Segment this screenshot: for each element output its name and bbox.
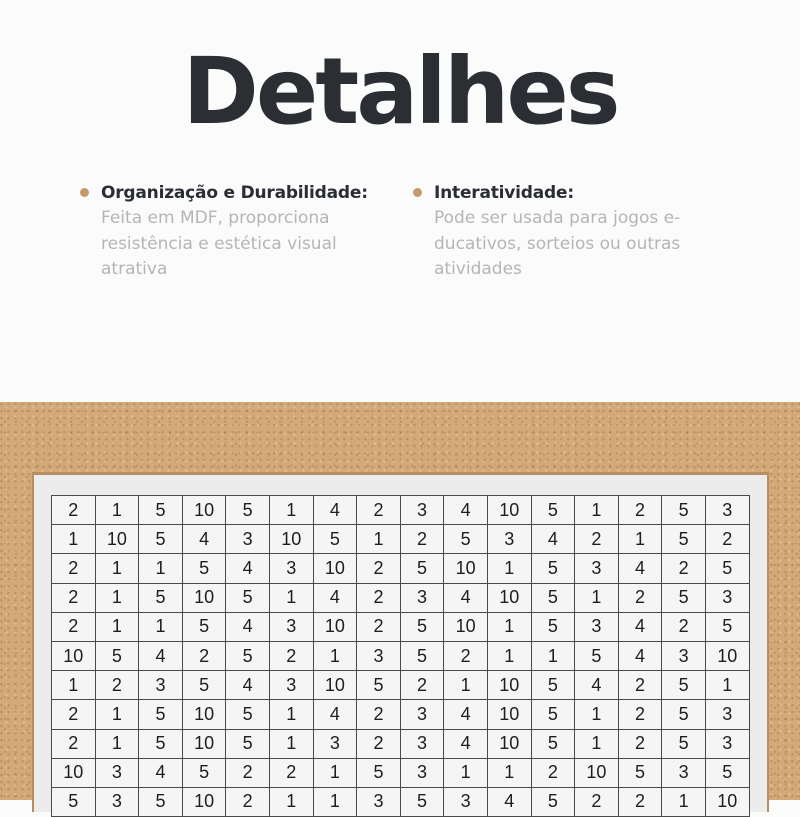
grid-cell: 5: [618, 758, 662, 787]
grid-cell: 3: [226, 525, 270, 554]
grid-cell: 4: [139, 641, 183, 670]
grid-cell: 4: [313, 700, 357, 729]
grid-cell: 2: [52, 612, 96, 641]
grid-cell: 1: [487, 758, 531, 787]
grid-cell: 1: [575, 583, 619, 612]
grid-cell: 1: [575, 496, 619, 525]
grid-cell: 5: [400, 641, 444, 670]
grid-cell: 10: [487, 583, 531, 612]
grid-cell: 5: [357, 758, 401, 787]
number-grid: [51, 495, 750, 817]
feature-description: [434, 206, 733, 283]
grid-cell: 2: [269, 641, 313, 670]
grid-cell: 2: [575, 525, 619, 554]
grid-cell: 2: [357, 729, 401, 758]
grid-cell: 10: [182, 496, 226, 525]
grid-cell: 5: [226, 729, 270, 758]
grid-cell: 5: [139, 583, 183, 612]
grid-cell: 1: [139, 554, 183, 583]
grid-cell: 5: [139, 496, 183, 525]
number-panel: [32, 472, 769, 812]
grid-cell: 10: [182, 700, 226, 729]
grid-cell: 4: [575, 671, 619, 700]
grid-cell: 4: [139, 758, 183, 787]
grid-cell: 1: [487, 612, 531, 641]
grid-cell: 1: [139, 612, 183, 641]
grid-cell: 5: [662, 729, 706, 758]
grid-cell: 5: [531, 671, 575, 700]
grid-cell: 10: [487, 729, 531, 758]
grid-cell: 2: [400, 671, 444, 700]
grid-cell: 1: [269, 700, 313, 729]
grid-cell: 5: [95, 641, 139, 670]
grid-cell: 5: [182, 671, 226, 700]
grid-cell: 10: [487, 496, 531, 525]
grid-cell: 1: [575, 729, 619, 758]
grid-row: [52, 641, 750, 670]
grid-cell: 10: [575, 758, 619, 787]
grid-row: [52, 612, 750, 641]
grid-cell: 5: [705, 758, 749, 787]
bullet-dot-icon: [80, 188, 89, 197]
grid-cell: 5: [226, 583, 270, 612]
grid-cell: 10: [182, 787, 226, 816]
grid-cell: 10: [705, 787, 749, 816]
grid-cell: 1: [95, 554, 139, 583]
grid-cell: 10: [182, 583, 226, 612]
grid-cell: 1: [357, 525, 401, 554]
grid-cell: 2: [226, 787, 270, 816]
grid-cell: 5: [662, 671, 706, 700]
grid-cell: 1: [52, 671, 96, 700]
grid-cell: 3: [269, 671, 313, 700]
grid-cell: 4: [618, 612, 662, 641]
grid-cell: 5: [400, 554, 444, 583]
grid-cell: 2: [618, 729, 662, 758]
grid-cell: 1: [531, 641, 575, 670]
grid-cell: 2: [357, 554, 401, 583]
grid-cell: 1: [444, 671, 488, 700]
feature-description: [101, 206, 380, 283]
grid-cell: 3: [705, 496, 749, 525]
feature-organization: [80, 180, 380, 283]
grid-cell: 5: [182, 612, 226, 641]
feature-heading: Interatividade:: [434, 183, 574, 203]
grid-cell: 4: [444, 583, 488, 612]
grid-cell: 5: [531, 612, 575, 641]
grid-cell: 5: [313, 525, 357, 554]
grid-cell: 5: [139, 729, 183, 758]
grid-cell: 5: [444, 525, 488, 554]
feature-heading: Organização e Durabilidade:: [101, 183, 368, 203]
grid-cell: 2: [531, 758, 575, 787]
grid-cell: 2: [182, 641, 226, 670]
grid-row: [52, 525, 750, 554]
grid-cell: 1: [95, 700, 139, 729]
grid-cell: 10: [487, 671, 531, 700]
grid-cell: 2: [52, 554, 96, 583]
grid-cell: 4: [226, 671, 270, 700]
grid-cell: 5: [531, 729, 575, 758]
grid-cell: 4: [618, 641, 662, 670]
grid-cell: 1: [269, 729, 313, 758]
grid-cell: 1: [313, 787, 357, 816]
grid-cell: 10: [444, 612, 488, 641]
grid-cell: 4: [182, 525, 226, 554]
grid-cell: 1: [575, 700, 619, 729]
grid-cell: 2: [52, 583, 96, 612]
grid-cell: 2: [52, 729, 96, 758]
grid-cell: 3: [705, 729, 749, 758]
grid-cell: 10: [313, 554, 357, 583]
grid-cell: 2: [618, 700, 662, 729]
grid-cell: 3: [400, 758, 444, 787]
grid-cell: 4: [226, 554, 270, 583]
grid-cell: 3: [575, 554, 619, 583]
grid-cell: 4: [313, 583, 357, 612]
grid-cell: 3: [662, 641, 706, 670]
grid-cell: 4: [444, 729, 488, 758]
grid-cell: 2: [269, 758, 313, 787]
grid-cell: 2: [357, 583, 401, 612]
grid-cell: 10: [487, 700, 531, 729]
grid-cell: 5: [357, 671, 401, 700]
grid-cell: 3: [269, 612, 313, 641]
grid-cell: 1: [269, 787, 313, 816]
grid-cell: 5: [139, 700, 183, 729]
grid-row: [52, 700, 750, 729]
grid-row: [52, 554, 750, 583]
grid-row: [52, 583, 750, 612]
grid-cell: 1: [95, 729, 139, 758]
grid-cell: 5: [226, 496, 270, 525]
grid-cell: 1: [705, 671, 749, 700]
grid-cell: 2: [52, 700, 96, 729]
grid-cell: 4: [444, 700, 488, 729]
grid-cell: 1: [618, 525, 662, 554]
grid-cell: 1: [313, 641, 357, 670]
grid-cell: 10: [182, 729, 226, 758]
grid-cell: 3: [313, 729, 357, 758]
grid-cell: 4: [226, 612, 270, 641]
grid-cell: 10: [52, 758, 96, 787]
grid-row: [52, 787, 750, 816]
feature-interactivity: [413, 180, 733, 283]
grid-cell: 2: [662, 612, 706, 641]
grid-cell: 10: [95, 525, 139, 554]
grid-cell: 10: [444, 554, 488, 583]
description-line: resistência e estética visual: [101, 233, 337, 254]
grid-cell: 1: [95, 496, 139, 525]
grid-row: [52, 729, 750, 758]
grid-cell: 2: [357, 496, 401, 525]
grid-cell: 2: [52, 496, 96, 525]
grid-cell: 10: [52, 641, 96, 670]
grid-cell: 3: [139, 671, 183, 700]
grid-cell: 4: [618, 554, 662, 583]
grid-cell: 5: [662, 525, 706, 554]
grid-cell: 3: [269, 554, 313, 583]
grid-cell: 5: [400, 612, 444, 641]
grid-cell: 3: [444, 787, 488, 816]
grid-cell: 2: [618, 671, 662, 700]
grid-cell: 2: [575, 787, 619, 816]
description-line: Feita em MDF, proporciona: [101, 208, 330, 228]
grid-cell: 2: [662, 554, 706, 583]
grid-cell: 5: [662, 496, 706, 525]
grid-cell: 5: [705, 554, 749, 583]
grid-cell: 1: [487, 554, 531, 583]
grid-cell: 3: [662, 758, 706, 787]
grid-cell: 5: [182, 758, 226, 787]
grid-cell: 5: [226, 700, 270, 729]
page-title: Detalhes: [182, 38, 618, 145]
description-line: Pode ser usada para jogos e-: [434, 208, 681, 228]
description-line: atividades: [434, 259, 522, 279]
grid-cell: 5: [226, 641, 270, 670]
grid-cell: 3: [400, 583, 444, 612]
grid-cell: 3: [487, 525, 531, 554]
grid-cell: 3: [357, 641, 401, 670]
grid-cell: 1: [95, 583, 139, 612]
grid-cell: 1: [52, 525, 96, 554]
grid-cell: 3: [705, 583, 749, 612]
grid-cell: 10: [705, 641, 749, 670]
grid-row: [52, 496, 750, 525]
grid-cell: 2: [705, 525, 749, 554]
grid-cell: 5: [531, 583, 575, 612]
grid-cell: 5: [531, 700, 575, 729]
grid-cell: 4: [487, 787, 531, 816]
grid-cell: 2: [618, 496, 662, 525]
grid-cell: 1: [444, 758, 488, 787]
grid-cell: 3: [400, 700, 444, 729]
description-line: atrativa: [101, 259, 168, 279]
grid-cell: 3: [95, 787, 139, 816]
mdf-board: [0, 402, 800, 812]
grid-cell: 2: [400, 525, 444, 554]
grid-cell: 1: [313, 758, 357, 787]
grid-cell: 2: [618, 787, 662, 816]
grid-cell: 4: [531, 525, 575, 554]
grid-cell: 2: [357, 700, 401, 729]
grid-cell: 3: [705, 700, 749, 729]
grid-cell: 5: [662, 583, 706, 612]
grid-cell: 3: [357, 787, 401, 816]
grid-cell: 10: [269, 525, 313, 554]
grid-cell: 5: [52, 787, 96, 816]
grid-cell: 1: [95, 612, 139, 641]
grid-cell: 5: [182, 554, 226, 583]
grid-cell: 5: [531, 496, 575, 525]
description-line: ducativos, sorteios ou outras: [434, 233, 681, 254]
grid-cell: 5: [400, 787, 444, 816]
grid-cell: 5: [705, 612, 749, 641]
grid-cell: 5: [662, 700, 706, 729]
grid-cell: 3: [575, 612, 619, 641]
grid-cell: 1: [269, 496, 313, 525]
grid-cell: 3: [400, 496, 444, 525]
grid-cell: 1: [269, 583, 313, 612]
grid-cell: 5: [531, 554, 575, 583]
grid-cell: 5: [531, 787, 575, 816]
grid-cell: 2: [226, 758, 270, 787]
grid-row: [52, 758, 750, 787]
grid-cell: 5: [139, 787, 183, 816]
grid-cell: 1: [662, 787, 706, 816]
grid-cell: 2: [444, 641, 488, 670]
grid-cell: 3: [95, 758, 139, 787]
grid-cell: 4: [313, 496, 357, 525]
grid-row: [52, 671, 750, 700]
grid-cell: 3: [400, 729, 444, 758]
grid-cell: 4: [444, 496, 488, 525]
grid-cell: 1: [487, 641, 531, 670]
grid-cell: 2: [357, 612, 401, 641]
grid-cell: 10: [313, 612, 357, 641]
grid-cell: 2: [618, 583, 662, 612]
grid-cell: 10: [313, 671, 357, 700]
grid-cell: 2: [95, 671, 139, 700]
grid-cell: 5: [139, 525, 183, 554]
grid-cell: 5: [575, 641, 619, 670]
bullet-dot-icon: [413, 188, 422, 197]
